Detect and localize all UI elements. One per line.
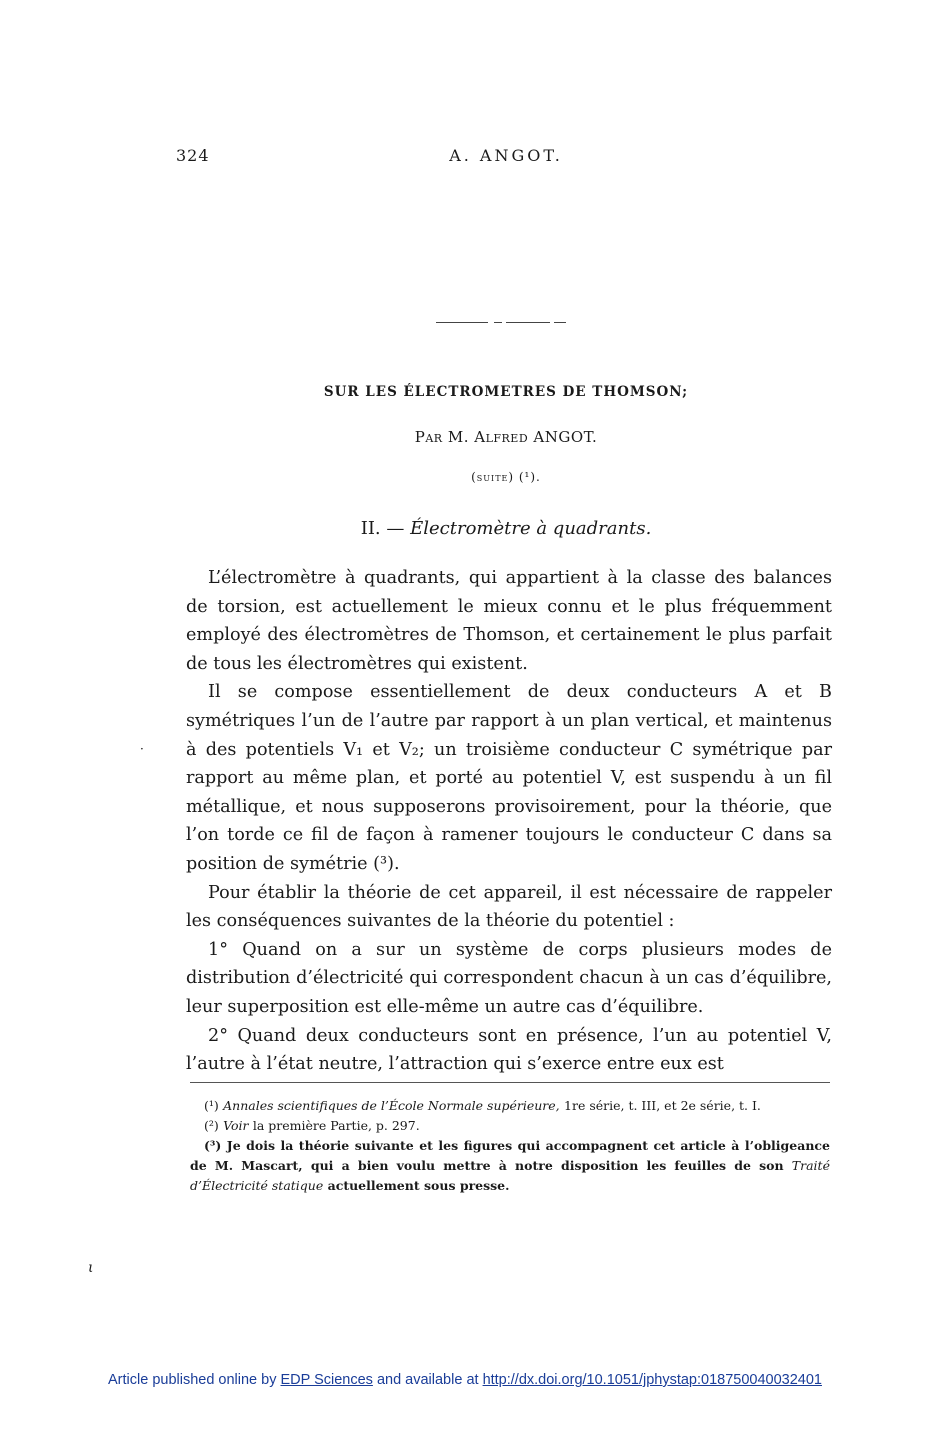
publisher-middle: and available at (376, 1372, 479, 1388)
body-text (186, 564, 832, 1079)
footnote-3-mark: (³) (204, 1138, 222, 1153)
author-line: Par M. Alfred ANGOT. (414, 428, 598, 446)
footnote-3-treatise: Traité d’Électricité statique (190, 1158, 830, 1193)
footnote-3-end: actuellement sous presse. (327, 1178, 510, 1193)
section-number: II. — (360, 518, 405, 539)
stray-dot: · (140, 742, 144, 756)
body-paragraph: 2° Quand deux conducteurs sont en présence, l’un au potentiel V, l’autre à l’état neutre, l’attraction qui s’exerce entre eux est (186, 1025, 832, 1075)
footnote-3-text: Je dois la théorie suivante et les figures qui accompagnent cet article à l’obligeance de M. Mascart, qui a bien voulu mettre à notre disposition les feuilles de son (190, 1138, 831, 1173)
publisher-line (0, 1372, 930, 1388)
page-number: 324 (176, 146, 210, 165)
footnote-1-journal: Annales scientifiques de l’École Normale supérieure, (223, 1098, 560, 1113)
article-title: SUR LES ÉLECTROMETRES DE THOMSON; (323, 384, 689, 400)
body-paragraph: 1° Quand on a sur un système de corps plusieurs modes de distribution d’électricité qui correspondent chacun à un cas d’équilibre, leur superposition est elle-même un autre cas d’équilibre. (186, 939, 832, 1017)
footnote-2-rest: la première Partie, p. 297. (252, 1118, 420, 1133)
publisher-link[interactable]: EDP Sciences (280, 1372, 373, 1388)
footnote-1-rest: 1re série, t. III, et 2e série, t. I. (564, 1098, 761, 1113)
section-heading (176, 518, 836, 539)
footnotes (190, 1096, 830, 1196)
stray-mark: ι (88, 1260, 94, 1276)
running-title: A. ANGOT. (449, 146, 563, 165)
body-paragraph: Il se compose essentiellement de deux conducteurs A et B symétriques l’un de l’autre par rapport à un plan vertical, et maintenus à des potentiels V₁ et V₂; un troisième conducteur C symétrique par rapport au même plan, et porté au potentiel V, est suspendu à un fil métallique, et nous supposerons provisoirement, pour la théorie, que l’on torde ce fil de façon à ramener toujours le conducteur C dans sa position de symétrie (³). (186, 682, 832, 874)
suite-line: (suite) (¹). (471, 470, 541, 484)
footnote-rule (190, 1082, 830, 1083)
ornament-rule (436, 320, 566, 326)
footnote-2-voir: Voir (223, 1118, 249, 1133)
footnote-1 (190, 1096, 830, 1116)
footnote-2-mark: (²) (204, 1118, 219, 1133)
footnote-2 (190, 1116, 830, 1136)
publisher-prefix: Article published online by (108, 1372, 277, 1388)
doi-link[interactable]: http://dx.doi.org/10.1051/jphystap:018750040032401 (482, 1372, 822, 1388)
body-paragraph: L’électromètre à quadrants, qui appartient à la classe des balances de torsion, est actuellement le mieux connu et le plus fréquemment employé des électromètres de Thomson, et certainement le plus parfait de tous les électromètres qui existent. (186, 568, 832, 674)
running-head (176, 146, 836, 168)
footnote-1-mark: (¹) (204, 1098, 219, 1113)
footnote-3 (190, 1136, 830, 1196)
section-title: Électromètre à quadrants. (410, 518, 652, 539)
body-paragraph: Pour établir la théorie de cet appareil, il est nécessaire de rappeler les conséquences suivantes de la théorie du potentiel : (186, 882, 832, 932)
